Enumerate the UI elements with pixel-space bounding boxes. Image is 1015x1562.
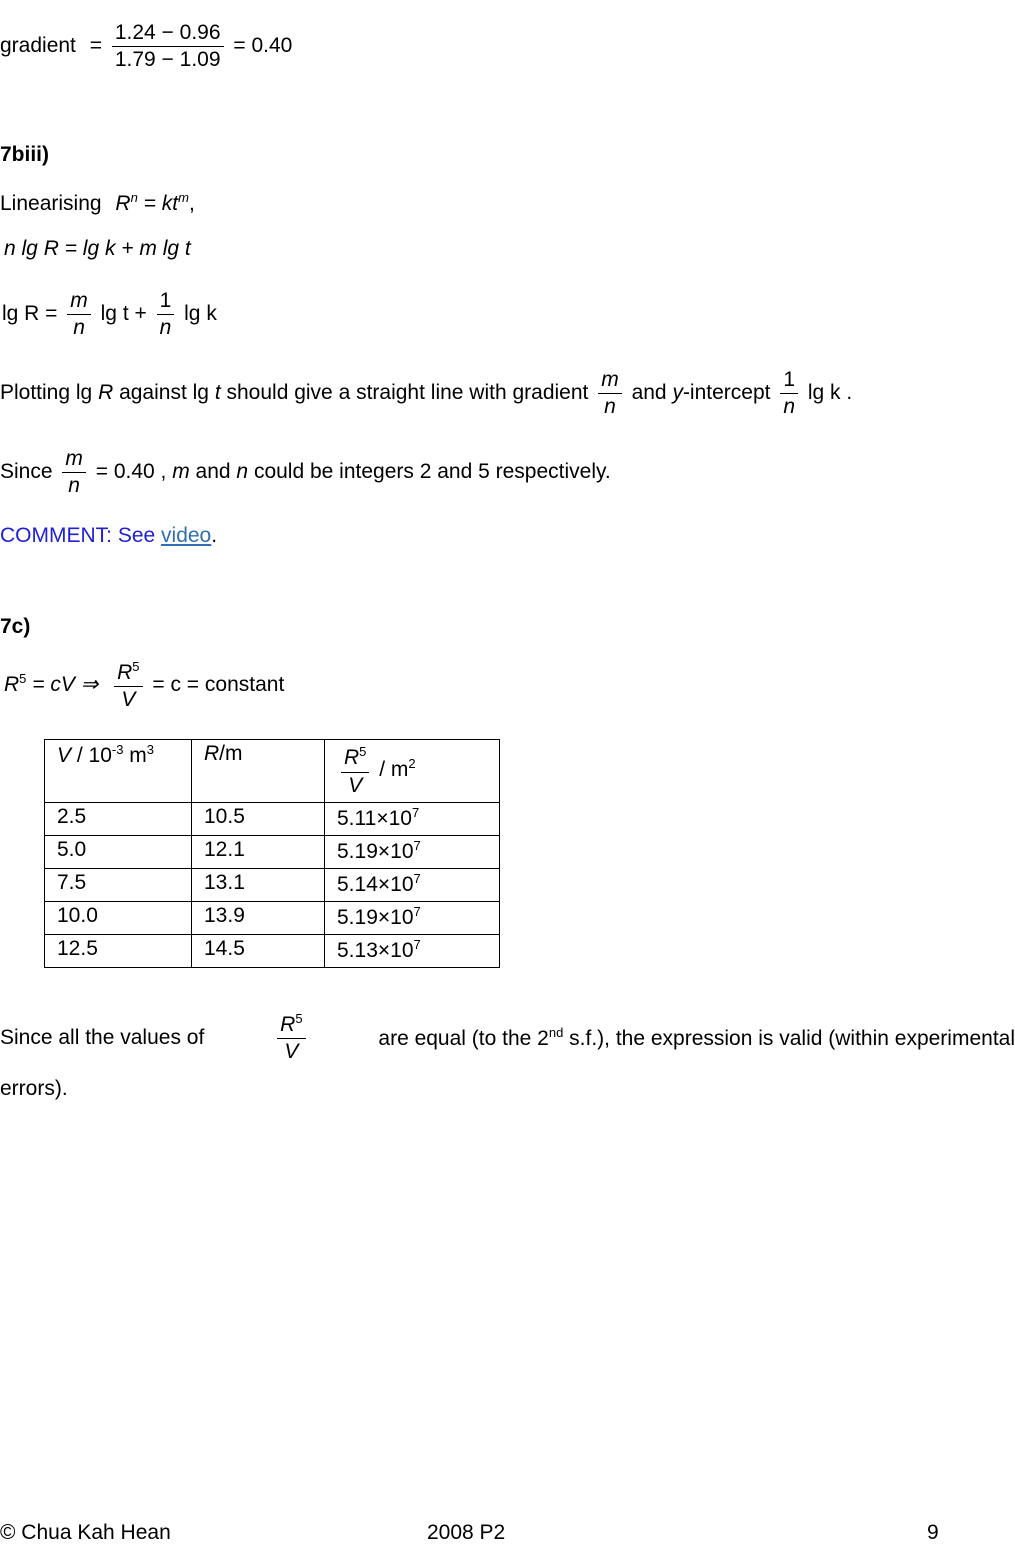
eq3-tail: lg k — [184, 302, 217, 326]
cell-radius: 13.1 — [192, 869, 325, 902]
plot-f2-den: n — [783, 395, 796, 419]
comment-line — [0, 524, 217, 548]
conclusion-text-a: Since all the values of — [0, 1025, 205, 1049]
cell-ratio — [325, 836, 500, 869]
header-V-exp2: 3 — [146, 742, 155, 757]
cell-ratio-exp: 7 — [413, 937, 421, 952]
eq3-f1-den: n — [73, 316, 85, 340]
plot-text-e: -intercept — [682, 381, 771, 405]
cell-ratio-exp: 7 — [413, 904, 421, 919]
header-R: R — [204, 742, 220, 765]
table-row — [45, 869, 500, 902]
cell-ratio — [325, 902, 500, 935]
heading-7c: 7c) — [0, 615, 31, 638]
plotting-statement — [0, 369, 852, 418]
header-V: V — [57, 744, 72, 767]
eq1-exp-n: n — [130, 190, 138, 205]
gradient-numerator: 1.24 − 0.96 — [112, 22, 224, 47]
header-radius — [192, 740, 325, 803]
since-f-den: n — [68, 474, 80, 498]
eq-R-exp: 5 — [19, 671, 27, 687]
cell-radius: 14.5 — [192, 935, 325, 968]
since-statement — [0, 448, 611, 497]
comment-suffix: . — [211, 524, 218, 547]
conclusion-f-den: V — [284, 1040, 299, 1064]
header-V-unit: / 10 — [71, 744, 112, 767]
eq1-tail: , — [188, 192, 195, 215]
cell-volume: 5.0 — [45, 836, 192, 869]
cell-ratio-value: 5.19×10 — [337, 840, 414, 863]
table-row — [45, 803, 500, 836]
since-text-b: = 0.40 , — [95, 460, 173, 484]
cell-radius: 13.9 — [192, 902, 325, 935]
header-f-num-R: R — [344, 746, 360, 770]
plot-text-a: Plotting lg — [0, 381, 99, 405]
since-fraction — [62, 448, 86, 497]
since-text-a: Since — [0, 460, 53, 484]
cell-ratio-value: 5.19×10 — [337, 906, 414, 929]
eq3-f2-num: 1 — [157, 290, 175, 315]
since-f-num: m — [62, 448, 86, 473]
since-m: m — [172, 460, 190, 484]
header-ratio-unit: / m — [373, 758, 409, 782]
since-text-d: could be integers 2 and 5 respectively. — [248, 460, 611, 484]
conclusion-f-num-R: R — [280, 1013, 296, 1036]
plot-text-c: should give a straight line with gradient — [220, 381, 589, 405]
conclusion-fraction — [277, 1012, 305, 1063]
eq-fraction-R5-V — [114, 660, 142, 711]
conclusion-line-2: errors). — [0, 1077, 68, 1100]
cell-ratio-exp: 7 — [411, 805, 420, 820]
eq1-mid: = kt — [137, 192, 179, 215]
footer-author: © Chua Kah Hean — [0, 1521, 171, 1544]
plot-gradient-fraction — [598, 369, 622, 418]
plot-f1-num: m — [598, 369, 622, 394]
eq3-mid: lg t + — [100, 302, 147, 326]
eq1-R: R — [115, 192, 131, 215]
cell-volume: 12.5 — [45, 935, 192, 968]
plot-text-f: lg k . — [807, 381, 853, 405]
eq-f-den: V — [121, 688, 136, 712]
eq-constant: = c = constant — [152, 673, 285, 697]
conclusion-f-num-exp: 5 — [295, 1011, 303, 1026]
cell-ratio — [325, 869, 500, 902]
gradient-result: = 0.40 — [233, 34, 293, 58]
eq-f-num-R: R — [117, 661, 133, 684]
cell-radius: 10.5 — [192, 803, 325, 836]
plot-y: y — [672, 381, 683, 405]
plot-t: t — [214, 381, 221, 405]
comment-prefix: COMMENT: See — [0, 524, 162, 547]
gradient-denominator: 1.79 − 1.09 — [114, 48, 221, 72]
eq3-f1-num: m — [67, 290, 91, 315]
cell-ratio — [325, 803, 500, 836]
plot-f1-den: n — [604, 395, 616, 419]
gradient-fraction — [112, 22, 224, 71]
cell-ratio — [325, 935, 500, 968]
eq-R: R — [4, 673, 20, 697]
cell-ratio-value: 5.13×10 — [337, 939, 414, 962]
conclusion-text-b: are equal (to the 2 — [378, 1026, 549, 1050]
cell-ratio-exp: 7 — [413, 871, 421, 886]
header-f-num-exp: 5 — [359, 744, 367, 760]
eq1-exp-m: m — [178, 190, 189, 205]
linearising-label: Linearising — [0, 192, 102, 215]
since-n: n — [236, 460, 249, 484]
eq-cV-implies: = cV ⇒ — [26, 673, 99, 697]
log-equation: n lg R = lg k + m lg t — [4, 237, 191, 260]
gradient-equation — [0, 22, 292, 71]
plot-text-d: and — [631, 381, 673, 405]
conclusion-line-1 — [0, 1012, 1015, 1063]
rearranged-equation — [2, 290, 217, 339]
cell-ratio-value: 5.14×10 — [337, 873, 414, 896]
linearising-line — [0, 190, 195, 216]
cell-ratio-value: 5.11×10 — [337, 807, 412, 830]
eq3-fraction-m-n — [67, 290, 91, 339]
heading-7biii: 7biii) — [0, 143, 50, 166]
plot-R: R — [98, 381, 114, 405]
header-fraction — [341, 745, 369, 796]
plot-text-b: against lg — [113, 381, 215, 405]
cell-volume: 10.0 — [45, 902, 192, 935]
plot-intercept-fraction — [780, 369, 798, 418]
since-text-c: and — [189, 460, 237, 484]
footer-paper: 2008 P2 — [427, 1521, 506, 1544]
cell-volume: 7.5 — [45, 869, 192, 902]
header-volume — [45, 740, 192, 803]
table-header-row — [45, 740, 500, 803]
header-ratio-exp: 2 — [408, 756, 416, 772]
constant-equation — [4, 660, 284, 711]
gradient-label: gradient — [0, 34, 76, 58]
conclusion-text-c: s.f.), the expression is valid (within experimental — [563, 1026, 1015, 1050]
header-ratio — [325, 740, 500, 803]
header-V-unit2: m — [123, 744, 147, 767]
eq3-f2-den: n — [159, 316, 172, 340]
table-row — [45, 935, 500, 968]
footer-page-number: 9 — [927, 1521, 939, 1544]
plot-f2-num: 1 — [780, 369, 798, 394]
header-R-unit: /m — [219, 742, 243, 765]
header-V-exp: -3 — [111, 742, 124, 757]
eq3-lhs: lg R = — [2, 302, 58, 326]
conclusion-sup-nd: nd — [548, 1024, 564, 1040]
video-link[interactable]: video — [161, 524, 212, 547]
eq3-fraction-1-n — [157, 290, 175, 339]
gradient-eq: = — [89, 34, 102, 58]
header-f-den: V — [348, 773, 363, 797]
table-row — [45, 836, 500, 869]
table-row — [45, 902, 500, 935]
eq-f-num-exp: 5 — [132, 659, 140, 674]
cell-ratio-exp: 7 — [413, 838, 421, 853]
cell-volume: 2.5 — [45, 803, 192, 836]
cell-radius: 12.1 — [192, 836, 325, 869]
data-table — [44, 739, 500, 968]
